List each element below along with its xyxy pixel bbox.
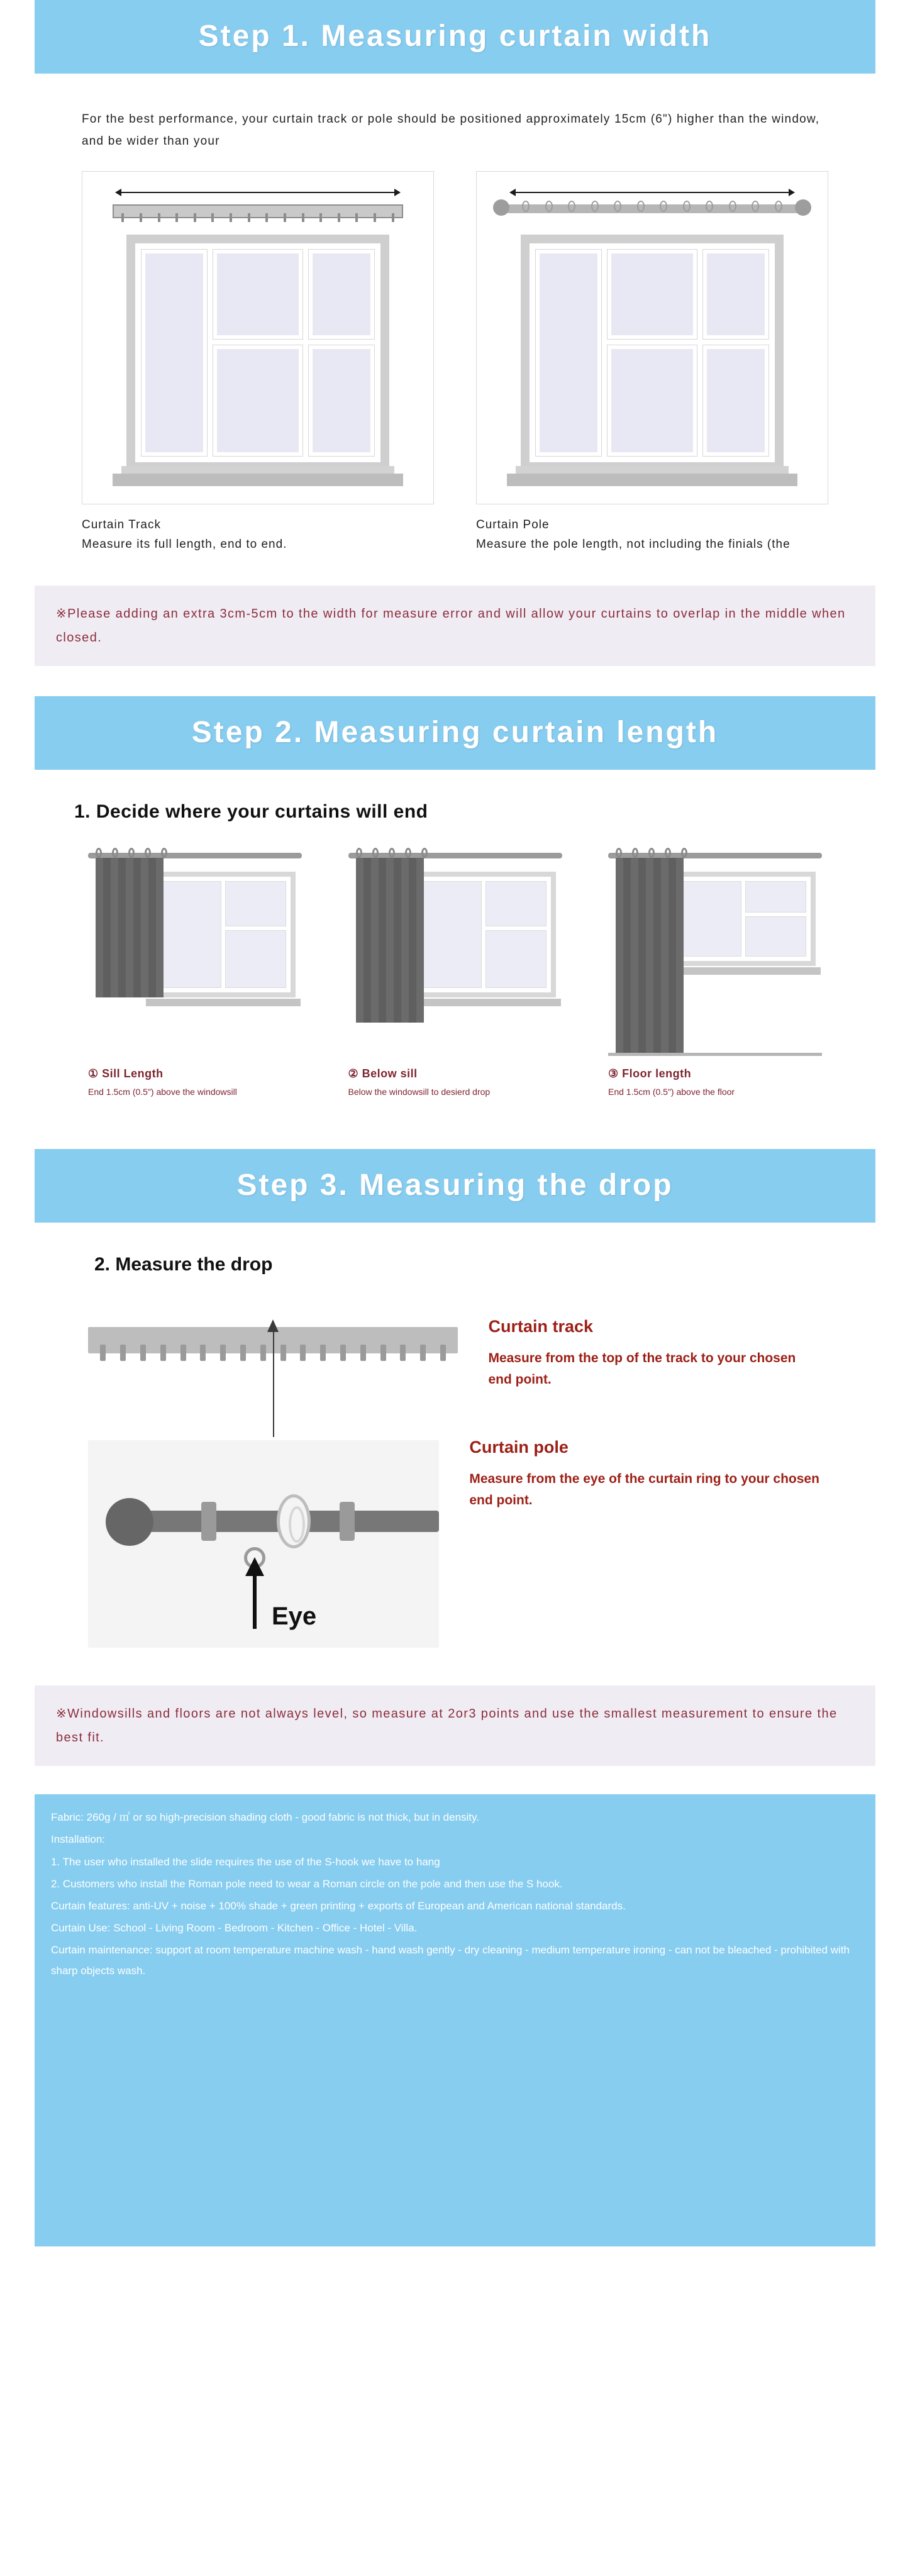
- curtain-graphic: [356, 858, 424, 1023]
- window-pane: [703, 345, 769, 457]
- footer-line: Curtain features: anti-UV + noise + 100% shade + green printing + exports of European and American national standards.: [51, 1899, 626, 1912]
- window-pane: [746, 917, 806, 956]
- window-pane: [309, 250, 374, 338]
- footer-line: Curtain maintenance: support at room temperature machine wash - hand wash gently - dry cleaning - medium temperature ironing - can not be bleached - prohibited with sharp objects wash.: [51, 1944, 850, 1977]
- curtain-pole-drop-text: Measure from the eye of the curtain ring to your chosen end point.: [469, 1472, 819, 1507]
- pole-drop-illustration: [88, 1415, 439, 1648]
- curtain-graphic: [616, 858, 684, 1053]
- track-drop-text-block: [488, 1294, 822, 1390]
- length-option-floor: [608, 841, 822, 1099]
- step3-banner: Step 3. Measuring the drop: [35, 1149, 875, 1223]
- below-sill-illustration: [348, 841, 562, 1058]
- step1-figure-row: [82, 171, 828, 554]
- drop-pole-block: [88, 1415, 822, 1648]
- window-pane: [746, 882, 806, 912]
- curtain-graphic: [96, 858, 164, 997]
- step3-note: ※Windowsills and floors are not always level, so measure at 2or3 points and use the smallest measurement to ensure the best fit.: [35, 1685, 875, 1766]
- pole-finial-right-icon: [795, 199, 811, 216]
- track-graphic: [113, 204, 403, 218]
- length-option-sill: [88, 841, 302, 1099]
- product-details-footer: [35, 1794, 875, 2246]
- window-pane: [161, 882, 221, 987]
- eye-label: Eye: [272, 1602, 317, 1631]
- window-sill: [406, 999, 561, 1006]
- pole-bracket: [340, 1502, 355, 1541]
- window-frame-graphic: [521, 235, 784, 471]
- floor-line: [608, 1053, 822, 1056]
- curtain-track-drop-title: Curtain track: [488, 1317, 594, 1336]
- step2-banner-wrap: [35, 696, 875, 770]
- window-pane: [681, 882, 741, 956]
- step3-banner-wrap: [35, 1149, 875, 1223]
- window-sill: [146, 999, 301, 1006]
- step1-intro-text: For the best performance, your curtain track or pole should be positioned approximately 15cm (6") higher than the window, and be wider than your: [82, 113, 820, 148]
- curtain-track-figure-column: [82, 171, 434, 554]
- pole-finial-icon: [106, 1498, 153, 1546]
- sill-length-illustration: [88, 841, 302, 1058]
- window-pane: [213, 345, 302, 457]
- footer-line: 1. The user who installed the slide requires the use of the S-hook we have to hang: [51, 1855, 440, 1868]
- footer-line: Installation:: [51, 1833, 105, 1846]
- footer-line: 2. Customers who install the Roman pole need to wear a Roman circle on the pole and then use the S hook.: [51, 1877, 563, 1890]
- footer-line: Curtain Use: School - Living Room - Bedroom - Kitchen - Office - Hotel - Villa.: [51, 1921, 418, 1934]
- width-arrow-icon: [115, 188, 401, 197]
- window-pane: [141, 250, 207, 456]
- curtain-ring-graphic: [277, 1494, 311, 1548]
- curtain-track-text: Measure its full length, end to end.: [82, 537, 287, 551]
- pole-rings-graphic: [514, 201, 790, 213]
- curtain-pole-figure-column: [476, 171, 828, 554]
- step1-banner-wrap: [35, 0, 875, 74]
- window-frame-graphic: [671, 872, 816, 966]
- curtain-pole-caption: [476, 516, 828, 554]
- window-frame-graphic: [151, 872, 296, 997]
- below-sill-sub: Below the windowsill to desierd drop: [348, 1087, 491, 1097]
- curtain-pole-illustration: [476, 171, 828, 504]
- window-sill: [507, 474, 797, 486]
- window-sill-upper: [516, 466, 789, 474]
- floor-length-sub: End 1.5cm (0.5") above the floor: [608, 1087, 735, 1097]
- width-arrow-icon: [509, 188, 795, 197]
- footer-line: Fabric: 260g / ㎡ or so high-precision shading cloth - good fabric is not thick, but in density.: [51, 1811, 479, 1824]
- sill-length-title: ① Sill Length: [88, 1067, 164, 1080]
- window-pane: [226, 931, 286, 987]
- window-sill: [666, 967, 821, 975]
- pole-finial-left-icon: [493, 199, 509, 216]
- length-options-row: [88, 841, 822, 1099]
- window-pane: [703, 250, 769, 338]
- window-pane: [608, 250, 696, 338]
- length-option-below-sill: [348, 841, 562, 1099]
- curtain-pole-title: Curtain Pole: [476, 518, 550, 532]
- window-pane: [486, 931, 546, 987]
- track-drop-illustration: [88, 1294, 458, 1353]
- pole-drop-text-block: [469, 1415, 822, 1511]
- rod-rings-graphic: [96, 848, 167, 858]
- step1-banner: Step 1. Measuring curtain width: [35, 0, 875, 74]
- window-pane: [421, 882, 481, 987]
- step2-banner: Step 2. Measuring curtain length: [35, 696, 875, 770]
- window-sill: [113, 474, 403, 486]
- window-pane: [608, 345, 696, 457]
- step2-heading: 1. Decide where your curtains will end: [74, 801, 428, 823]
- curtain-track-title: Curtain Track: [82, 518, 161, 532]
- pole-bracket: [201, 1502, 216, 1541]
- below-sill-title: ② Below sill: [348, 1067, 418, 1080]
- measure-line: [253, 1571, 257, 1629]
- drop-track-block: [88, 1294, 822, 1390]
- curtain-track-caption: [82, 516, 434, 554]
- window-frame-graphic: [411, 872, 556, 997]
- floor-length-title: ③ Floor length: [608, 1067, 692, 1080]
- window-sill-upper: [121, 466, 394, 474]
- rod-rings-graphic: [616, 848, 687, 858]
- window-pane: [486, 882, 546, 926]
- step1-note: ※Please adding an extra 3cm-5cm to the width for measure error and will allow your curtains to overlap in the middle when closed.: [35, 586, 875, 666]
- curtain-track-illustration: [82, 171, 434, 504]
- window-pane: [536, 250, 601, 456]
- step3-heading: 2. Measure the drop: [94, 1254, 273, 1275]
- window-pane: [226, 882, 286, 926]
- window-pane: [309, 345, 374, 457]
- floor-length-illustration: [608, 841, 822, 1058]
- curtain-track-drop-text: Measure from the top of the track to your chosen end point.: [488, 1351, 796, 1387]
- sill-length-sub: End 1.5cm (0.5") above the windowsill: [88, 1087, 237, 1097]
- curtain-pole-drop-title: Curtain pole: [469, 1438, 569, 1457]
- window-pane: [213, 250, 302, 338]
- window-frame-graphic: [126, 235, 389, 471]
- curtain-pole-text: Measure the pole length, not including the finials (the: [476, 537, 791, 551]
- rod-rings-graphic: [356, 848, 428, 858]
